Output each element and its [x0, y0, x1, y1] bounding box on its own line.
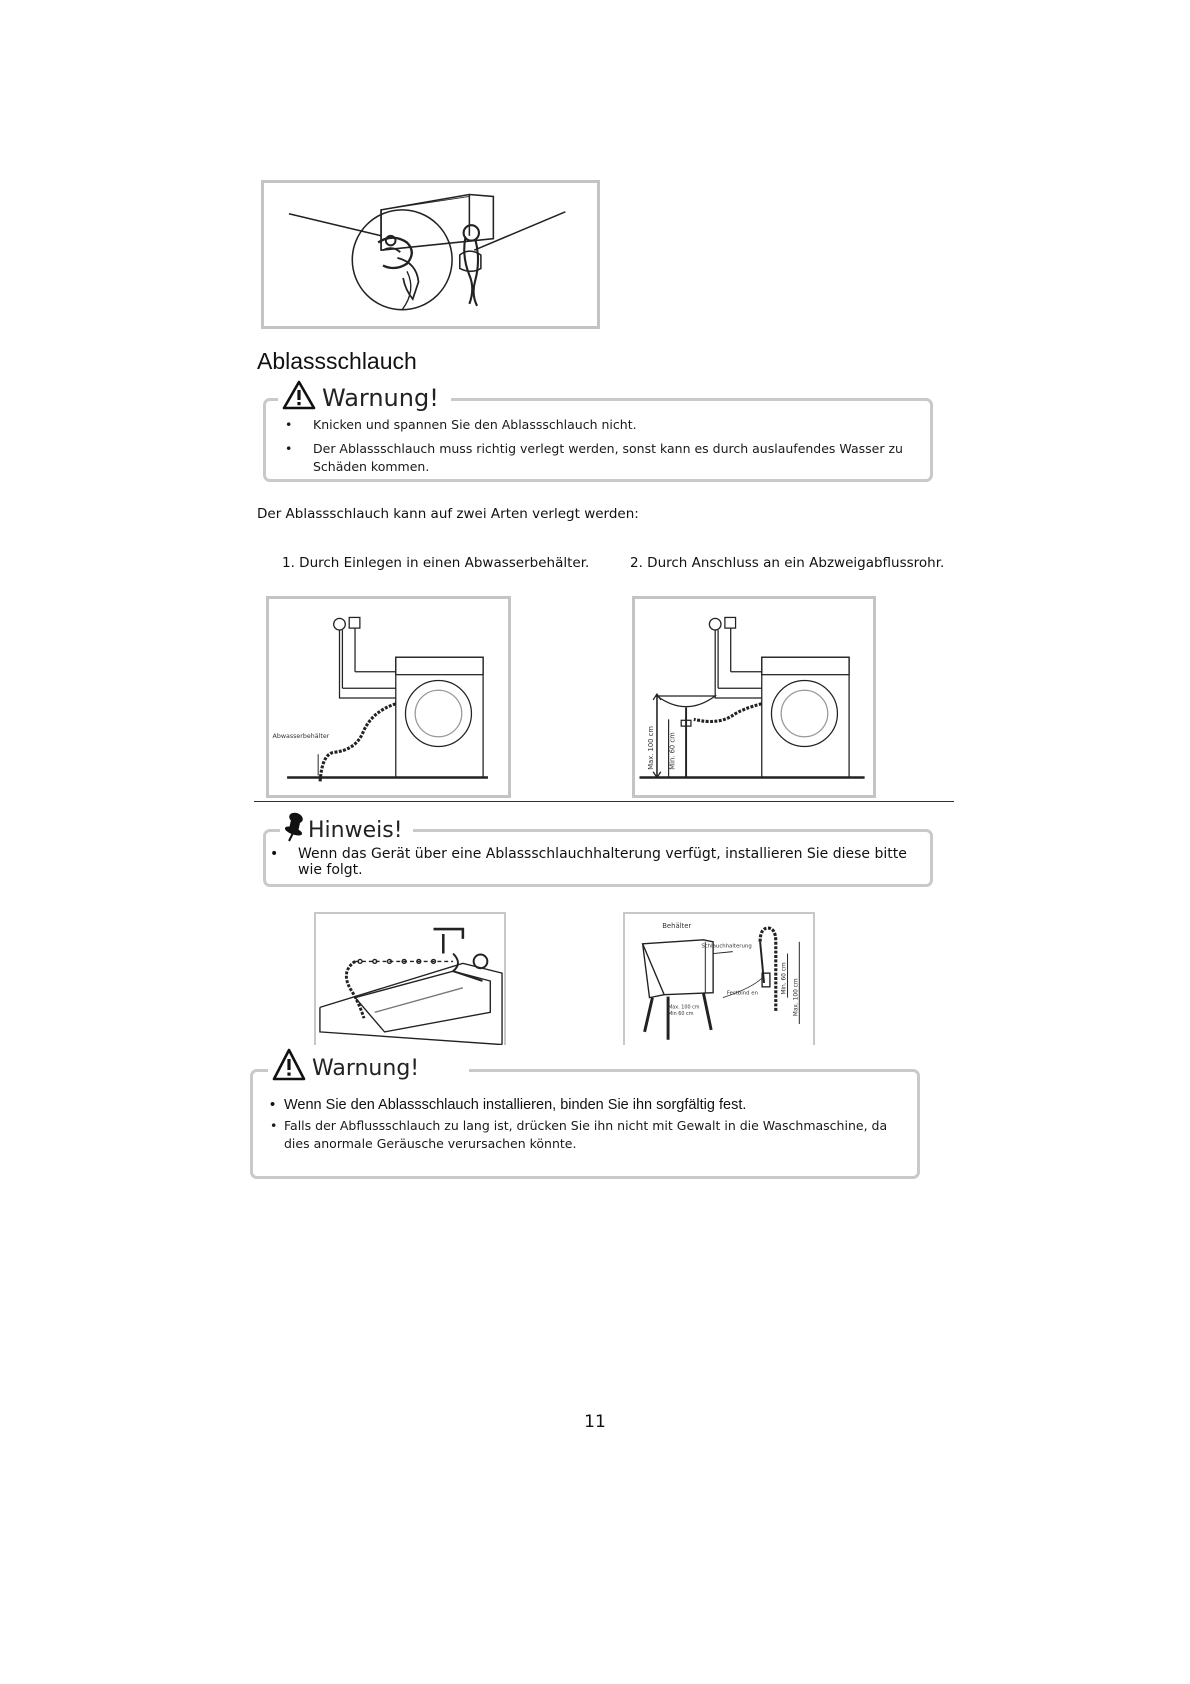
figure-method-2	[632, 596, 876, 798]
washer-branch-pipe-illustration	[635, 599, 873, 795]
warning1-item-1	[285, 416, 925, 434]
note-item-text: Wenn das Gerät über eine Ablassschlauchhalterung verfügt, installieren Sie diese bitte wie folgt.	[298, 846, 907, 878]
warning1-item-text: Der Ablassschlauch muss richtig verlegt werden, sonst kann es durch auslaufendes Wasser zu Schäden kommen.	[313, 441, 903, 474]
warning2-title-text: Warnung!	[312, 1055, 420, 1081]
schlauchhalterung-label: Schlauchhalterung	[701, 943, 752, 950]
min60-right-label: Min. 60 cm	[781, 962, 788, 995]
warning1-item-2	[285, 440, 935, 476]
intro-text: Der Ablassschlauch kann auf zwei Arten verlegt werden:	[257, 506, 639, 522]
warning2-item-text: Falls der Abflussschlauch zu lang ist, drücken Sie ihn nicht mit Gewalt in die Waschmaschine, da dies anormale Geräusche verursachen könnte.	[284, 1118, 888, 1151]
bullet: •	[270, 1097, 276, 1113]
min60-small-label: Min 60 cm	[668, 1011, 694, 1018]
bullet: •	[285, 441, 293, 456]
bullet: •	[270, 846, 279, 862]
tub-hose-holder-illustration	[625, 914, 813, 1045]
washer-container-illustration	[269, 599, 508, 795]
figure-method-1	[266, 596, 511, 798]
method-1-label: 1. Durch Einlegen in einen Abwasserbehälter.	[282, 555, 590, 571]
warning-box-2-title	[268, 1048, 469, 1088]
figure-tub-holder	[623, 912, 815, 1045]
festbinden-label: Festbind en	[726, 990, 759, 997]
min-60-label: Min. 60 cm	[668, 732, 677, 770]
behaelter-label: Behälter	[662, 922, 692, 931]
warning1-item-text: Knicken und spannen Sie den Ablassschlauch nicht.	[313, 417, 637, 432]
note-item-1	[270, 846, 930, 878]
figure-sink	[314, 912, 506, 1045]
warning-box-title	[278, 380, 451, 416]
warning2-item-text: Wenn Sie den Ablassschlauch installieren, binden Sie ihn sorgfältig fest.	[284, 1097, 747, 1113]
note-title-text: Hinweis!	[308, 817, 403, 843]
method-2-label: 2. Durch Anschluss an ein Abzweigabflussrohr.	[630, 555, 945, 571]
warning-triangle-icon	[272, 1048, 306, 1088]
container-label: Abwasserbehälter	[272, 732, 330, 740]
bullet: •	[270, 1118, 278, 1133]
sink-hose-illustration	[316, 914, 504, 1045]
warning2-item-2	[270, 1117, 910, 1153]
warning-title-text: Warnung!	[322, 384, 439, 412]
warning-triangle-icon	[282, 380, 316, 416]
figure-hose-connection	[261, 180, 600, 329]
hose-connection-illustration	[264, 183, 597, 326]
section-title: Ablassschlauch	[257, 348, 417, 374]
pushpin-icon	[284, 812, 306, 848]
note-box-title	[280, 812, 413, 848]
page-number: 11	[584, 1412, 606, 1432]
max100-right-label: Max. 100 cm	[793, 978, 800, 1017]
max100-small-label: Max. 100 cm	[668, 1004, 700, 1011]
divider-line	[254, 801, 954, 802]
warning2-item-1	[270, 1097, 910, 1113]
bullet: •	[285, 417, 293, 432]
max-100-label: Max. 100 cm	[647, 726, 656, 770]
